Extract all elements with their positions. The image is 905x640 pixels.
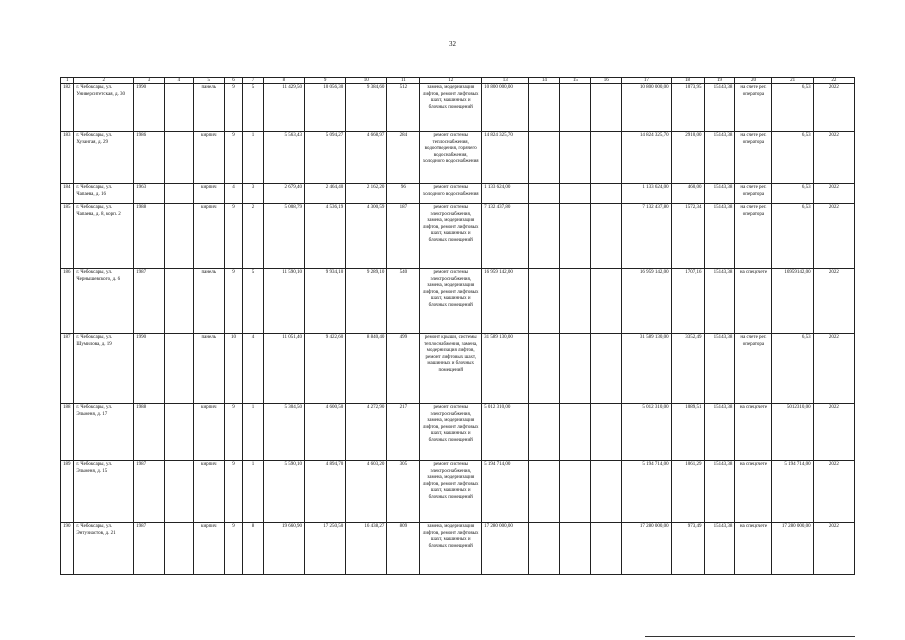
table-cell: 10 800 000,00 [482,84,529,132]
table-cell: кирпич [193,523,224,575]
table-cell: 14 824 325,70 [622,132,671,184]
table-cell [164,204,193,269]
table-cell: 1963 [134,184,165,204]
table-cell: ремонт системы электроснабжения, замена, модернизация лифтов, ремонт лифтовых шахт, машинных и блочных помещений [420,404,482,461]
column-number-cell: 17 [622,78,671,84]
table-cell: 9 [224,404,243,461]
table-cell: 2022 [813,404,854,461]
table-cell: 2022 [813,334,854,404]
table-cell [560,184,591,204]
table-cell: 6,53 [772,132,813,184]
table-cell: 1 [243,404,264,461]
table-cell: 9 [224,461,243,523]
table-cell: 1 [243,132,264,184]
table-cell [560,204,591,269]
table-cell [529,84,560,132]
table-cell: 5012310,00 [772,404,813,461]
table-cell: 4 [224,184,243,204]
table-cell: 5 194 714,00 [482,461,529,523]
table-cell: кирпич [193,204,224,269]
table-cell: на счете рег. оператора [735,334,772,404]
table-cell: 10 800 000,00 [622,84,671,132]
table-cell: 5 563,43 [263,132,304,184]
table-cell [164,461,193,523]
table-cell: 9 [224,132,243,184]
table-cell [560,269,591,334]
table-cell [529,461,560,523]
table-cell [591,523,622,575]
table-cell: 5 194 714,00 [622,461,671,523]
column-number-cell: 13 [482,78,529,84]
table-cell: 1 133 624,00 [482,184,529,204]
table-cell [591,334,622,404]
table-cell: 96 [387,184,420,204]
table-cell: 15143,38 [704,334,735,404]
table-cell [560,461,591,523]
table-cell: 1988 [134,204,165,269]
table-cell [164,269,193,334]
footer-rule [645,636,855,637]
column-number-cell: 2 [74,78,134,84]
table-cell: 9 [224,269,243,334]
table-cell: ремонт системы электроснабжения, замена, модернизация лифтов, ремонт лифтовых шахт, машинных и блочных помещений [420,461,482,523]
table-cell: 8 840,40 [346,334,387,404]
table-cell: ремонт системы холодного водоснабжения [420,184,482,204]
column-number-cell: 16 [591,78,622,84]
column-number-cell: 8 [263,78,304,84]
table-cell: 10 [224,334,243,404]
table-cell: 16 959 142,00 [622,269,671,334]
table-cell: г. Чебоксары, ул. Энтузиастов, д. 21 [74,523,134,575]
column-number-cell: 10 [346,78,387,84]
table-cell: г. Чебоксары, ул. Чапаева, д. 16 [74,184,134,204]
table-cell: 2022 [813,269,854,334]
table-cell: 3 [243,184,264,204]
table-cell: г. Чебоксары, ул. Хузангая, д. 29 [74,132,134,184]
table-cell: 19 660,90 [263,523,304,575]
table-cell: 11 429,50 [263,84,304,132]
table-cell: 499 [387,334,420,404]
table-cell: 2022 [813,204,854,269]
table-cell: г. Чебоксары, ул. Чапаева, д. 8, корп. 2 [74,204,134,269]
table-cell [591,132,622,184]
column-number-cell: 3 [134,78,165,84]
table-cell [164,334,193,404]
table-cell: 16 438,27 [346,523,387,575]
table-cell: 7 132 437,80 [482,204,529,269]
table-cell: 6,53 [772,334,813,404]
table-row [61,269,855,334]
table-cell: 1990 [134,84,165,132]
table-cell: 187 [387,204,420,269]
table-cell [164,523,193,575]
table-cell: 9 [224,523,243,575]
table-cell: 4 894,70 [305,461,346,523]
table-cell [560,404,591,461]
table-cell: 2022 [813,84,854,132]
table-row [61,461,855,523]
table-row [61,404,855,461]
table-cell: 1986 [134,132,165,184]
table-cell: кирпич [193,132,224,184]
table-row [61,84,855,132]
table-cell: 2 679,40 [263,184,304,204]
table-cell [560,334,591,404]
table-cell [164,132,193,184]
table-cell: 15143,38 [704,84,735,132]
table-cell [529,132,560,184]
column-number-cell: 1 [61,78,74,84]
table-cell: 2022 [813,132,854,184]
table-cell: 6,53 [772,204,813,269]
capital-repair-table [60,77,855,575]
table-cell: 3352,49 [671,334,704,404]
column-number-cell: 20 [735,78,772,84]
table-cell: 2 464,40 [305,184,346,204]
table-cell [591,184,622,204]
table-cell: 31 589 130,00 [482,334,529,404]
table-cell: г. Чебоксары, ул. Университетская, д. 30 [74,84,134,132]
table-cell: 31 589 130,00 [622,334,671,404]
table-cell: 1061,29 [671,461,704,523]
column-number-cell: 19 [704,78,735,84]
table-cell: 7 132 437,80 [622,204,671,269]
table-cell: на счете рег. оператора [735,184,772,204]
table-cell: 6,53 [772,184,813,204]
table-cell: кирпич [193,461,224,523]
table-cell: панель [193,269,224,334]
table-cell: 9 [224,84,243,132]
table-cell: 183 [61,132,74,184]
table-cell: замена, модернизация лифтов, ремонт лифтовых шахт, машинных и блочных помещений [420,84,482,132]
table-cell: 15143,38 [704,404,735,461]
table-cell: 17 250,50 [305,523,346,575]
table-cell: 5 [243,269,264,334]
table-cell: 15143,38 [704,523,735,575]
table-cell: 2 [243,204,264,269]
table-cell: 1 [243,461,264,523]
table-cell: 9 934,10 [305,269,346,334]
table-cell: 1089,51 [671,404,704,461]
table-cell: 305 [387,461,420,523]
table-cell: 5 012 310,00 [622,404,671,461]
table-cell: ремонт системы электроснабжения, замена, модернизация лифтов, ремонт лифтовых шахт, машинных и блочных помещений [420,204,482,269]
table-row [61,204,855,269]
table-cell: 15143,38 [704,461,735,523]
table-cell: 540 [387,269,420,334]
table-cell: 4 272,90 [346,404,387,461]
page-number: 32 [449,40,456,48]
table-cell: 8 [243,523,264,575]
table-cell: ремонт системы теплоснабжения, водоотведения, горячего водоснабжения, холодного водоснабжения [420,132,482,184]
table-cell: 1572,34 [671,204,704,269]
table-cell: 182 [61,84,74,132]
table-cell: 9 384,60 [346,84,387,132]
table-cell: 11 051,40 [263,334,304,404]
table-cell: г. Чебоксары, ул. Чернышевского, д. 6 [74,269,134,334]
table-cell: 5 590,10 [263,461,304,523]
table-cell: 1987 [134,269,165,334]
table-cell: 1073,95 [671,84,704,132]
table-cell: 2022 [813,523,854,575]
table-cell: 5 008,79 [263,204,304,269]
table-row [61,334,855,404]
table-cell: на спецсчете [735,523,772,575]
table-cell: 2022 [813,184,854,204]
table-cell [560,84,591,132]
table-cell: 5 012 310,00 [482,404,529,461]
table-cell: 17 280 000,00 [482,523,529,575]
table-cell [529,334,560,404]
table-cell: 6,53 [772,84,813,132]
table-cell: панель [193,84,224,132]
table-cell: 1988 [134,404,165,461]
table-cell [591,461,622,523]
table-cell: 4 668,97 [346,132,387,184]
table-cell: ремонт крыши, системы теплоснабжения, замена, модернизация лифтов, ремонт лифтовых шахт, машинных и блочных помещений [420,334,482,404]
table-cell [529,523,560,575]
column-number-cell: 11 [387,78,420,84]
column-number-cell: 21 [772,78,813,84]
table-cell: 15143,38 [704,184,735,204]
table-cell: 2022 [813,461,854,523]
table-cell: на счете рег. оператора [735,204,772,269]
table-cell: 809 [387,523,420,575]
table-cell [591,84,622,132]
table-row [61,184,855,204]
table-cell: 17 280 000,00 [772,523,813,575]
table-cell: 9 [224,204,243,269]
table-cell: 284 [387,132,420,184]
table-cell [591,269,622,334]
table-cell: замена, модернизация лифтов, ремонт лифтовых шахт, машинных и блочных помещений [420,523,482,575]
table-cell: 16 959 142,00 [482,269,529,334]
table-cell [164,84,193,132]
table-cell: 15143,38 [704,204,735,269]
table-cell: г. Чебоксары, ул. Шумилова, д. 19 [74,334,134,404]
table-cell: 4 600,50 [305,404,346,461]
table-cell: 17 280 000,00 [622,523,671,575]
table-cell: 217 [387,404,420,461]
column-number-cell: 9 [305,78,346,84]
table-cell [164,404,193,461]
table-cell: 1987 [134,461,165,523]
table-cell: на спецсчете [735,269,772,334]
table-cell: 5 [243,84,264,132]
column-number-cell: 14 [529,78,560,84]
table-cell: кирпич [193,184,224,204]
table-cell: 10 056,30 [305,84,346,132]
table-cell: 11 590,10 [263,269,304,334]
table-cell [560,523,591,575]
table-cell: г. Чебоксары, ул. Эльменя, д. 17 [74,404,134,461]
table-cell: 2910,00 [671,132,704,184]
column-number-cell: 5 [193,78,224,84]
table-row [61,132,855,184]
table-cell: 460,00 [671,184,704,204]
table-cell: 190 [61,523,74,575]
column-number-cell: 15 [560,78,591,84]
table-cell: 5 194 714,00 [772,461,813,523]
table-cell: 1990 [134,334,165,404]
table-cell: г. Чебоксары, ул. Эльменя, д. 15 [74,461,134,523]
table-cell: 4 536,19 [305,204,346,269]
table-cell [591,204,622,269]
column-number-cell: 6 [224,78,243,84]
table-row [61,523,855,575]
table-cell: 1707,16 [671,269,704,334]
column-number-cell: 18 [671,78,704,84]
table-cell: 15143,38 [704,132,735,184]
table-cell: 186 [61,269,74,334]
table-cell: 4 [243,334,264,404]
table-cell: 9 289,10 [346,269,387,334]
table-cell: ремонт системы электроснабжения, замена, модернизация лифтов, ремонт лифтовых шахт, машинных и блочных помещений [420,269,482,334]
table-cell: 512 [387,84,420,132]
table-cell: 4 603,20 [346,461,387,523]
table-cell: 9 422,60 [305,334,346,404]
table-cell: 16959142,00 [772,269,813,334]
table-cell: 5 094,27 [305,132,346,184]
column-number-cell: 4 [164,78,193,84]
table-cell: на счете рег. оператора [735,132,772,184]
column-number-cell: 7 [243,78,264,84]
table-cell: 1 133 624,00 [622,184,671,204]
table-cell [529,204,560,269]
column-number-cell: 12 [420,78,482,84]
table-cell: на спецсчете [735,461,772,523]
table-cell: 189 [61,461,74,523]
table-cell: панель [193,334,224,404]
column-number-cell: 22 [813,78,854,84]
table-cell: кирпич [193,404,224,461]
table-cell [591,404,622,461]
table-cell: 14 824 325,70 [482,132,529,184]
table-cell [164,184,193,204]
table-cell: 187 [61,334,74,404]
table-cell: 973,49 [671,523,704,575]
table-cell: 15143,38 [704,269,735,334]
table-cell: на счете рег. оператора [735,84,772,132]
table-cell: 1987 [134,523,165,575]
table-cell: на спецсчете [735,404,772,461]
table-cell: 4 300,59 [346,204,387,269]
table-cell: 188 [61,404,74,461]
table-cell [529,184,560,204]
table-cell: 2 162,20 [346,184,387,204]
table-cell [529,404,560,461]
table-cell: 5 304,50 [263,404,304,461]
table-cell: 185 [61,204,74,269]
table-cell: 184 [61,184,74,204]
table-cell [529,269,560,334]
table-cell [560,132,591,184]
